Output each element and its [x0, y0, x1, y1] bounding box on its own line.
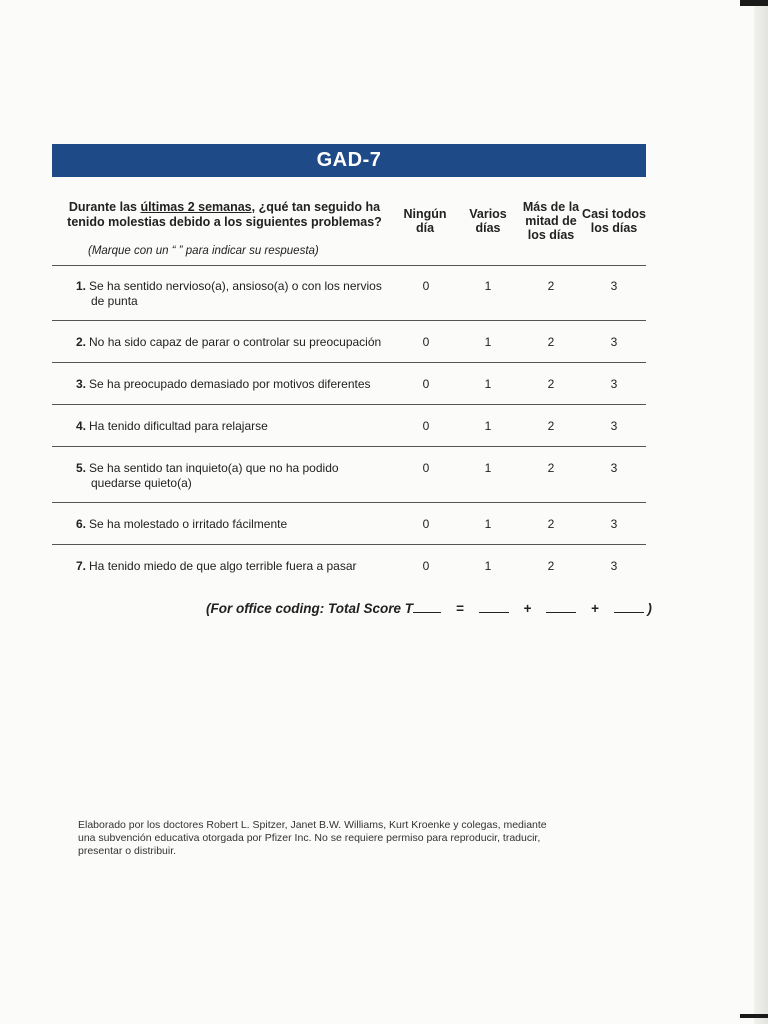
office-coding-label: (For office coding: Total Score T	[206, 601, 414, 616]
item-1-score-0[interactable]: 0	[422, 279, 430, 293]
row-divider	[52, 544, 646, 545]
item-6-score-2[interactable]: 2	[547, 517, 555, 531]
item-1-score-3[interactable]: 3	[610, 279, 618, 293]
item-1-score-2[interactable]: 2	[547, 279, 555, 293]
item-1-text	[76, 279, 396, 309]
item-7-text	[76, 559, 396, 574]
item-number: 1.	[76, 279, 87, 293]
total-score-blank[interactable]	[413, 600, 441, 613]
item-4-score-0[interactable]: 0	[422, 419, 430, 433]
row-divider	[52, 404, 646, 405]
row-divider	[52, 362, 646, 363]
scan-corner-mark-bottom	[740, 1014, 768, 1018]
item-6-score-0[interactable]: 0	[422, 517, 430, 531]
item-text-line: Se ha molestado o irritado fácilmente	[89, 517, 288, 531]
item-text-line: Ha tenido miedo de que algo terrible fuera a pasar	[89, 559, 357, 573]
column-header-line: Varios	[469, 207, 507, 221]
item-7-score-0[interactable]: 0	[422, 559, 430, 573]
row-divider	[52, 320, 646, 321]
item-4-text	[76, 419, 396, 434]
question-header-underlined: últimas 2 semanas	[140, 200, 252, 214]
footer-line: presentar o distribuir.	[78, 845, 177, 857]
item-5-score-2[interactable]: 2	[547, 461, 555, 475]
form-title: GAD-7	[316, 149, 382, 171]
column-header-line: mitad de	[525, 214, 577, 228]
item-3-score-0[interactable]: 0	[422, 377, 430, 391]
item-5-score-3[interactable]: 3	[610, 461, 618, 475]
item-2-score-1[interactable]: 1	[484, 335, 492, 349]
item-number: 7.	[76, 559, 87, 573]
scan-corner-mark-top	[740, 0, 768, 6]
item-number: 2.	[76, 335, 87, 349]
mitad-subtotal-blank[interactable]	[546, 600, 576, 613]
header-rule	[52, 265, 646, 266]
row-divider	[52, 502, 646, 503]
column-header-line: los días	[590, 221, 638, 235]
item-text-line: Se ha sentido nervioso(a), ansioso(a) o con los nervios	[89, 279, 382, 293]
item-text-line: quedarse quieto(a)	[91, 476, 192, 490]
item-number: 4.	[76, 419, 87, 433]
item-4-score-2[interactable]: 2	[547, 419, 555, 433]
question-header-pre: Durante las	[68, 200, 141, 214]
item-3-score-3[interactable]: 3	[610, 377, 618, 391]
item-7-score-1[interactable]: 1	[484, 559, 492, 573]
item-6-score-3[interactable]: 3	[610, 517, 618, 531]
column-header-line: día	[415, 221, 435, 235]
column-header-casi-todos	[578, 207, 650, 235]
office-coding-line	[206, 600, 652, 616]
item-6-score-1[interactable]: 1	[484, 517, 492, 531]
plus-sign: +	[523, 601, 532, 616]
column-header-line: Casi todos	[582, 207, 646, 221]
title-bar	[52, 144, 646, 177]
item-text-line: de punta	[91, 294, 138, 308]
footer-line: Elaborado por los doctores Robert L. Spitzer, Janet B.W. Williams, Kurt Kroenke y colegas, mediante	[78, 819, 547, 831]
column-header-mas-de-la-mitad	[516, 200, 586, 242]
column-header-line: días	[475, 221, 501, 235]
item-7-score-3[interactable]: 3	[610, 559, 618, 573]
item-text-line: Ha tenido dificultad para relajarse	[89, 419, 268, 433]
item-1-score-1[interactable]: 1	[484, 279, 492, 293]
column-header-varios-dias	[458, 207, 518, 235]
page-edge	[754, 0, 768, 1024]
column-header-line: Más de la	[522, 200, 580, 214]
question-header-post: , ¿qué tan seguido ha tenido molestias debido a los siguientes problemas?	[67, 200, 382, 229]
item-4-score-3[interactable]: 3	[610, 419, 618, 433]
item-number: 6.	[76, 517, 87, 531]
plus-sign: +	[590, 601, 599, 616]
item-7-score-2[interactable]: 2	[547, 559, 555, 573]
closing-paren: )	[647, 601, 652, 616]
item-6-text	[76, 517, 396, 532]
item-4-score-1[interactable]: 1	[484, 419, 492, 433]
instruction-text: (Marque con un “ ” para indicar su respuesta)	[88, 245, 319, 257]
footer-line: una subvención educativa otorgada por Pfizer Inc. No se requiere permiso para reproducir, traducir,	[78, 832, 541, 844]
item-text-line: Se ha preocupado demasiado por motivos diferentes	[89, 377, 371, 391]
item-2-text	[76, 335, 396, 350]
column-header-line: los días	[527, 228, 575, 242]
item-3-text	[76, 377, 396, 392]
item-number: 5.	[76, 461, 87, 475]
item-2-score-2[interactable]: 2	[547, 335, 555, 349]
varios-dias-subtotal-blank[interactable]	[479, 600, 509, 613]
item-3-score-2[interactable]: 2	[547, 377, 555, 391]
item-5-text	[76, 461, 396, 491]
equals-sign: =	[455, 601, 464, 616]
row-divider	[52, 446, 646, 447]
column-header-ningun-dia	[396, 207, 454, 235]
column-header-line: Ningún	[403, 207, 447, 221]
casi-todos-subtotal-blank[interactable]	[614, 600, 644, 613]
item-2-score-0[interactable]: 0	[422, 335, 430, 349]
item-number: 3.	[76, 377, 87, 391]
item-text-line: Se ha sentido tan inquieto(a) que no ha podido	[89, 461, 339, 475]
item-2-score-3[interactable]: 3	[610, 335, 618, 349]
item-text-line: No ha sido capaz de parar o controlar su preocupación	[89, 335, 382, 349]
item-3-score-1[interactable]: 1	[484, 377, 492, 391]
footer-credits	[78, 819, 578, 858]
item-5-score-0[interactable]: 0	[422, 461, 430, 475]
item-5-score-1[interactable]: 1	[484, 461, 492, 475]
question-header	[52, 200, 397, 230]
